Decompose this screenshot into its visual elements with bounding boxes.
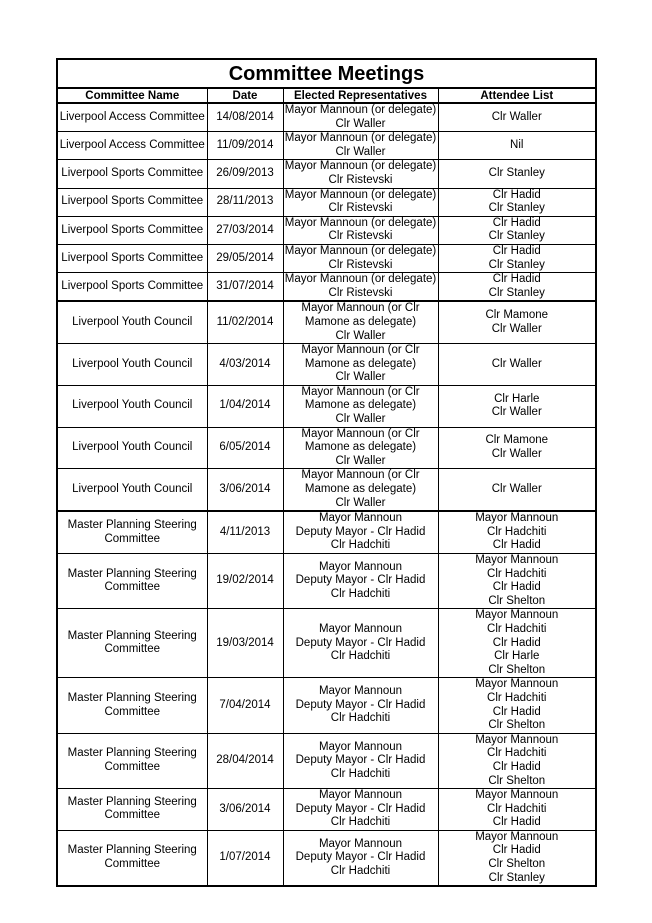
attendee-list-line: Clr Shelton — [488, 663, 546, 676]
elected-representatives-line: Mayor Mannoun — [318, 837, 403, 850]
attendee-list-line: Nil — [510, 138, 524, 151]
committee-name-cell — [57, 469, 207, 511]
committee-name-cell — [57, 216, 207, 244]
table-row — [57, 103, 596, 132]
table-row — [57, 244, 596, 272]
column-header-committee-name: Committee Name — [57, 88, 207, 103]
elected-representatives-line: Deputy Mayor - Clr Hadid — [295, 851, 426, 864]
date-text: 11/09/2014 — [216, 138, 274, 151]
attendee-list-line: Clr Waller — [491, 483, 542, 496]
table-row — [57, 830, 596, 886]
date-text: 28/04/2014 — [216, 754, 274, 767]
attendee-list-line: Clr Mamone — [485, 309, 549, 322]
page-title: Committee Meetings — [57, 59, 596, 88]
attendee-list-line: Mayor Mannoun — [475, 789, 559, 802]
committee-name-line: Master Planning Steering — [67, 691, 197, 704]
table-row — [57, 385, 596, 427]
attendee-list-cell — [438, 103, 596, 132]
elected-representatives-line: Clr Hadchiti — [330, 767, 391, 780]
elected-representatives-line: Clr Hadchiti — [330, 587, 391, 600]
attendee-list-cell — [438, 554, 596, 609]
date-cell — [207, 301, 283, 343]
elected-representatives-cell — [283, 678, 438, 733]
elected-representatives-line: Deputy Mayor - Clr Hadid — [295, 574, 426, 587]
attendee-list-line: Clr Stanley — [488, 286, 545, 299]
attendee-list-line: Clr Hadid — [492, 244, 541, 257]
elected-representatives-cell — [283, 830, 438, 886]
elected-representatives-cell — [283, 385, 438, 427]
committee-name-line: Liverpool Sports Committee — [61, 279, 204, 292]
committee-name-cell — [57, 244, 207, 272]
attendee-list-line: Mayor Mannoun — [475, 554, 559, 566]
attendee-list-line: Clr Stanley — [488, 167, 545, 180]
elected-representatives-cell — [283, 609, 438, 678]
elected-representatives-cell — [283, 554, 438, 609]
attendee-list-cell — [438, 132, 596, 160]
attendee-list-line: Clr Stanley — [488, 871, 545, 884]
date-cell — [207, 789, 283, 831]
date-cell — [207, 273, 283, 302]
elected-representatives-line: Mayor Mannoun (or delegate) — [284, 273, 437, 286]
elected-representatives-line: Clr Ristevski — [328, 258, 393, 271]
date-cell — [207, 678, 283, 733]
table-row — [57, 132, 596, 160]
committee-name-line: Liverpool Sports Committee — [61, 167, 204, 180]
committee-name-cell — [57, 301, 207, 343]
date-cell — [207, 132, 283, 160]
attendee-list-line: Clr Waller — [491, 322, 542, 335]
date-cell — [207, 160, 283, 188]
table-row — [57, 511, 596, 553]
attendee-list-line: Clr Harle — [494, 392, 540, 405]
committee-name-cell — [57, 273, 207, 302]
attendee-list-line: Clr Hadchiti — [487, 747, 547, 760]
elected-representatives-line: Mayor Mannoun — [318, 740, 403, 753]
committee-name-cell — [57, 160, 207, 188]
date-cell — [207, 344, 283, 386]
committee-name-line: Committee — [104, 705, 161, 718]
elected-representatives-cell — [283, 469, 438, 511]
committee-name-line: Committee — [104, 809, 161, 822]
attendee-list-cell — [438, 273, 596, 302]
table-row — [57, 678, 596, 733]
elected-representatives-line: Clr Waller — [335, 496, 386, 509]
attendee-list-line: Clr Waller — [491, 110, 542, 123]
date-text: 19/02/2014 — [216, 574, 274, 587]
attendee-list-line: Clr Hadid — [492, 581, 541, 594]
date-text: 4/03/2014 — [219, 357, 271, 370]
elected-representatives-line: Clr Ristevski — [328, 173, 393, 186]
attendee-list-line: Clr Hadid — [492, 844, 541, 857]
committee-name-line: Committee — [104, 858, 161, 871]
elected-representatives-line: Clr Waller — [335, 413, 386, 426]
date-cell — [207, 244, 283, 272]
elected-representatives-cell — [283, 789, 438, 831]
attendee-list-cell — [438, 830, 596, 886]
committee-name-line: Liverpool Youth Council — [72, 483, 193, 496]
elected-representatives-line: Mayor Mannoun — [318, 622, 403, 635]
elected-representatives-line: Mayor Mannoun — [318, 560, 403, 573]
committee-name-line: Master Planning Steering — [67, 844, 197, 857]
elected-representatives-line: Mamone as delegate) — [304, 399, 417, 412]
attendee-list-line: Clr Hadid — [492, 636, 541, 649]
elected-representatives-line: Mayor Mannoun (or delegate) — [284, 160, 437, 173]
attendee-list-line: Mayor Mannoun — [475, 609, 559, 622]
date-cell — [207, 733, 283, 788]
elected-representatives-line: Mayor Mannoun — [318, 789, 403, 802]
elected-representatives-line: Mayor Mannoun (or Clr — [301, 469, 420, 482]
date-text: 19/03/2014 — [216, 636, 274, 649]
committee-name-line: Liverpool Sports Committee — [61, 195, 204, 208]
attendee-list-line: Clr Waller — [491, 448, 542, 461]
elected-representatives-line: Mayor Mannoun (or delegate) — [284, 104, 437, 116]
attendee-list-line: Clr Hadid — [492, 216, 541, 229]
elected-representatives-line: Mamone as delegate) — [304, 357, 417, 370]
elected-representatives-cell — [283, 216, 438, 244]
attendee-list-line: Clr Stanley — [488, 230, 545, 243]
committee-name-cell — [57, 678, 207, 733]
elected-representatives-cell — [283, 160, 438, 188]
table-row — [57, 427, 596, 469]
elected-representatives-line: Mayor Mannoun (or delegate) — [284, 132, 437, 145]
table-row — [57, 216, 596, 244]
elected-representatives-line: Deputy Mayor - Clr Hadid — [295, 636, 426, 649]
committee-name-line: Master Planning Steering — [67, 795, 197, 808]
committee-name-line: Liverpool Access Committee — [59, 110, 205, 123]
attendee-list-line: Clr Waller — [491, 357, 542, 370]
elected-representatives-cell — [283, 427, 438, 469]
elected-representatives-line: Clr Ristevski — [328, 286, 393, 299]
committee-name-cell — [57, 554, 207, 609]
column-header-attendee-list: Attendee List — [438, 88, 596, 103]
attendee-list-line: Clr Hadchiti — [487, 525, 547, 538]
table-row — [57, 469, 596, 511]
attendee-list-cell — [438, 609, 596, 678]
attendee-list-cell — [438, 385, 596, 427]
committee-name-line: Master Planning Steering — [67, 567, 197, 580]
committee-name-line: Committee — [104, 581, 161, 594]
attendee-list-line: Clr Waller — [491, 406, 542, 419]
committee-name-cell — [57, 344, 207, 386]
table-row — [57, 789, 596, 831]
table-row — [57, 344, 596, 386]
elected-representatives-line: Clr Ristevski — [328, 230, 393, 243]
committee-name-line: Committee — [104, 532, 161, 545]
committee-name-cell — [57, 427, 207, 469]
elected-representatives-line: Clr Waller — [335, 117, 386, 130]
table-row — [57, 733, 596, 788]
committee-meetings-table — [56, 58, 597, 887]
attendee-list-line: Clr Hadchiti — [487, 802, 547, 815]
date-cell — [207, 216, 283, 244]
elected-representatives-line: Clr Hadchiti — [330, 712, 391, 725]
elected-representatives-cell — [283, 244, 438, 272]
elected-representatives-line: Mamone as delegate) — [304, 441, 417, 454]
elected-representatives-line: Clr Waller — [335, 454, 386, 467]
attendee-list-line: Clr Shelton — [488, 594, 546, 607]
elected-representatives-cell — [283, 132, 438, 160]
elected-representatives-line: Mayor Mannoun (or Clr — [301, 302, 420, 315]
date-cell — [207, 830, 283, 886]
column-header-elected-representatives: Elected Representatives — [283, 88, 438, 103]
table-row — [57, 554, 596, 609]
committee-name-line: Liverpool Youth Council — [72, 357, 193, 370]
committee-name-line: Liverpool Youth Council — [72, 315, 193, 328]
elected-representatives-line: Deputy Mayor - Clr Hadid — [295, 754, 426, 767]
committee-name-line: Liverpool Youth Council — [72, 399, 193, 412]
attendee-list-line: Clr Hadid — [492, 273, 541, 286]
date-text: 28/11/2013 — [216, 195, 274, 208]
date-text: 14/08/2014 — [216, 110, 274, 123]
date-cell — [207, 469, 283, 511]
attendee-list-line: Clr Hadid — [492, 539, 541, 552]
elected-representatives-line: Clr Waller — [335, 329, 386, 342]
elected-representatives-line: Mayor Mannoun (or Clr — [301, 344, 420, 357]
attendee-list-cell — [438, 216, 596, 244]
elected-representatives-cell — [283, 301, 438, 343]
elected-representatives-line: Mayor Mannoun (or delegate) — [284, 216, 437, 229]
attendee-list-line: Clr Hadchiti — [487, 567, 547, 580]
date-cell — [207, 427, 283, 469]
elected-representatives-line: Clr Hadchiti — [330, 864, 391, 877]
date-cell — [207, 554, 283, 609]
committee-name-line: Committee — [104, 760, 161, 773]
attendee-list-cell — [438, 789, 596, 831]
committee-name-line: Liverpool Sports Committee — [61, 223, 204, 236]
attendee-list-line: Mayor Mannoun — [475, 733, 559, 746]
attendee-list-line: Mayor Mannoun — [475, 678, 559, 691]
date-text: 6/05/2014 — [219, 441, 271, 454]
attendee-list-line: Clr Stanley — [488, 258, 545, 271]
elected-representatives-line: Mamone as delegate) — [304, 483, 417, 496]
committee-meetings-document — [56, 58, 595, 887]
date-text: 31/07/2014 — [216, 279, 274, 292]
committee-name-cell — [57, 385, 207, 427]
committee-name-cell — [57, 511, 207, 553]
attendee-list-cell — [438, 344, 596, 386]
committee-name-line: Liverpool Youth Council — [72, 441, 193, 454]
elected-representatives-line: Mayor Mannoun — [318, 685, 403, 698]
attendee-list-line: Clr Shelton — [488, 774, 546, 787]
committee-name-cell — [57, 609, 207, 678]
attendee-list-line: Clr Hadid — [492, 188, 541, 201]
date-text: 11/02/2014 — [216, 315, 274, 328]
attendee-list-cell — [438, 244, 596, 272]
date-text: 27/03/2014 — [216, 223, 274, 236]
attendee-list-line: Clr Shelton — [488, 858, 546, 871]
table-row — [57, 273, 596, 302]
attendee-list-cell — [438, 733, 596, 788]
attendee-list-line: Clr Hadid — [492, 760, 541, 773]
attendee-list-cell — [438, 678, 596, 733]
committee-name-cell — [57, 830, 207, 886]
attendee-list-line: Clr Hadchiti — [487, 622, 547, 635]
table-row — [57, 160, 596, 188]
date-cell — [207, 188, 283, 216]
attendee-list-line: Clr Hadid — [492, 816, 541, 829]
attendee-list-cell — [438, 511, 596, 553]
committee-name-cell — [57, 132, 207, 160]
attendee-list-line: Clr Shelton — [488, 719, 546, 732]
elected-representatives-cell — [283, 103, 438, 132]
elected-representatives-line: Mayor Mannoun — [318, 512, 403, 525]
elected-representatives-line: Deputy Mayor - Clr Hadid — [295, 802, 426, 815]
elected-representatives-line: Mayor Mannoun (or Clr — [301, 385, 420, 398]
elected-representatives-line: Mayor Mannoun (or delegate) — [284, 188, 437, 201]
elected-representatives-line: Clr Hadchiti — [330, 539, 391, 552]
date-cell — [207, 609, 283, 678]
elected-representatives-line: Clr Ristevski — [328, 202, 393, 215]
date-cell — [207, 385, 283, 427]
date-cell — [207, 511, 283, 553]
date-text: 3/06/2014 — [219, 483, 271, 496]
elected-representatives-cell — [283, 188, 438, 216]
committee-name-cell — [57, 188, 207, 216]
attendee-list-line: Clr Hadid — [492, 705, 541, 718]
elected-representatives-line: Mayor Mannoun (or delegate) — [284, 244, 437, 257]
table-row — [57, 301, 596, 343]
date-text: 29/05/2014 — [216, 251, 274, 264]
elected-representatives-line: Clr Hadchiti — [330, 650, 391, 663]
elected-representatives-line: Clr Waller — [335, 371, 386, 384]
elected-representatives-cell — [283, 733, 438, 788]
attendee-list-cell — [438, 301, 596, 343]
column-header-date: Date — [207, 88, 283, 103]
committee-name-cell — [57, 733, 207, 788]
table-body — [57, 103, 596, 886]
committee-name-line: Master Planning Steering — [67, 519, 197, 532]
elected-representatives-cell — [283, 344, 438, 386]
attendee-list-line: Mayor Mannoun — [475, 830, 559, 843]
attendee-list-line: Clr Harle — [494, 650, 540, 663]
elected-representatives-line: Deputy Mayor - Clr Hadid — [295, 698, 426, 711]
attendee-list-cell — [438, 469, 596, 511]
date-text: 4/11/2013 — [219, 525, 271, 538]
committee-name-cell — [57, 103, 207, 132]
elected-representatives-cell — [283, 511, 438, 553]
elected-representatives-line: Clr Hadchiti — [330, 816, 391, 829]
elected-representatives-line: Mamone as delegate) — [304, 315, 417, 328]
elected-representatives-cell — [283, 273, 438, 302]
committee-name-line: Liverpool Sports Committee — [61, 251, 204, 264]
table-row — [57, 188, 596, 216]
date-text: 7/04/2014 — [219, 698, 271, 711]
table-row — [57, 609, 596, 678]
date-text: 26/09/2013 — [216, 167, 274, 180]
attendee-list-cell — [438, 160, 596, 188]
committee-name-line: Committee — [104, 643, 161, 656]
attendee-list-cell — [438, 427, 596, 469]
committee-name-cell — [57, 789, 207, 831]
date-text: 1/04/2014 — [219, 399, 271, 412]
date-text: 3/06/2014 — [219, 802, 271, 815]
committee-name-line: Master Planning Steering — [67, 747, 197, 760]
attendee-list-line: Mayor Mannoun — [475, 512, 559, 525]
attendee-list-line: Clr Mamone — [485, 434, 549, 447]
elected-representatives-line: Deputy Mayor - Clr Hadid — [295, 525, 426, 538]
committee-name-line: Master Planning Steering — [67, 629, 197, 642]
date-cell — [207, 103, 283, 132]
elected-representatives-line: Clr Waller — [335, 145, 386, 158]
attendee-list-line: Clr Stanley — [488, 202, 545, 215]
committee-name-line: Liverpool Access Committee — [59, 138, 205, 151]
attendee-list-line: Clr Hadchiti — [487, 691, 547, 704]
elected-representatives-line: Mayor Mannoun (or Clr — [301, 427, 420, 440]
date-text: 1/07/2014 — [219, 851, 271, 864]
attendee-list-cell — [438, 188, 596, 216]
